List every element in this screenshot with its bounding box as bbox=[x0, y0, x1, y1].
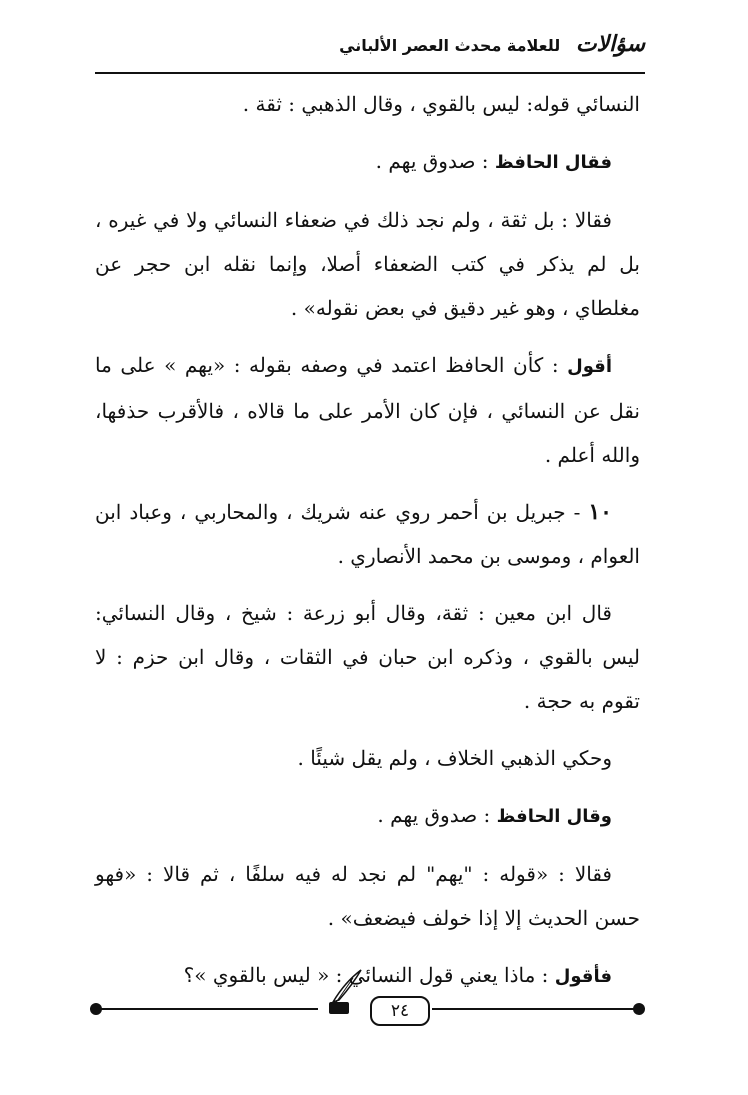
entry-number: ١٠ bbox=[588, 499, 612, 525]
paragraph-lead: فأقول bbox=[554, 966, 612, 987]
page-body bbox=[95, 82, 640, 1012]
footer-dot-right bbox=[633, 1003, 645, 1015]
paragraph-7 bbox=[95, 736, 640, 780]
paragraph-text: : صدوق يهم . bbox=[375, 149, 489, 173]
paragraph-text: وحكي الذهبي الخلاف ، ولم يقل شيئًا . bbox=[297, 746, 612, 770]
paragraph-9 bbox=[95, 852, 640, 940]
paragraph-lead: فقال الحافظ bbox=[494, 152, 612, 173]
header-rule bbox=[95, 72, 645, 74]
paragraph-2 bbox=[95, 139, 640, 185]
paragraph-8 bbox=[95, 793, 640, 839]
quill-inkwell-icon bbox=[323, 968, 363, 1016]
paragraph-text: - جبريل بن أحمر روي عنه شريك ، والمحاربي ، وعباد ابن العوام ، وموسى بن محمد الأنصاري . bbox=[95, 500, 640, 568]
paragraph-6 bbox=[95, 591, 640, 723]
footer-rule-left bbox=[98, 1008, 318, 1010]
paragraph-text: : صدوق يهم . bbox=[377, 803, 491, 827]
paragraph-3 bbox=[95, 198, 640, 330]
header-title-text: للعلامة محدث العصر الألباني bbox=[339, 36, 561, 55]
paragraph-text: : ماذا يعني قول النسائي : « ليس بالقوي »؟ bbox=[183, 963, 549, 987]
page-footer bbox=[90, 990, 645, 1030]
paragraph-text: قال ابن معين : ثقة، وقال أبو زرعة : شيخ ، وقال النسائي: ليس بالقوي ، وذكره ابن حبان في الثقات ، وقال ابن حزم : لا تقوم به حجة . bbox=[95, 601, 640, 713]
paragraph-text: فقالا : بل ثقة ، ولم نجد ذلك في ضعفاء النسائي ولا في غيره ، بل لم يذكر في كتب الضعفاء أصلا، وإنما نقله ابن حجر عن مغلطاي ، وهو غير دقيق في بعض نقوله» . bbox=[95, 208, 640, 320]
book-logo: سؤالات bbox=[575, 32, 645, 57]
running-title bbox=[339, 32, 645, 57]
page-number: ٢٤ bbox=[370, 996, 430, 1026]
paragraph-1 bbox=[95, 82, 640, 126]
paragraph-text: فقالا : «قوله : "يهم" لم نجد له فيه سلفًا ، ثم قالا : «فهو حسن الحديث إلا إذا خولف فيضعف» . bbox=[95, 862, 640, 930]
paragraph-text: : كأن الحافظ اعتمد في وصفه بقوله : «يهم » على ما نقل عن النسائي ، فإن كان الأمر على ما قالاه ، فالأقرب حذفها، والله أعلم . bbox=[95, 353, 640, 467]
page-header bbox=[95, 28, 645, 74]
paragraph-text: النسائي قوله: ليس بالقوي ، وقال الذهبي : ثقة . bbox=[242, 92, 640, 116]
paragraph-4 bbox=[95, 343, 640, 477]
footer-rule-right bbox=[432, 1008, 637, 1010]
paragraph-5 bbox=[95, 490, 640, 578]
paragraph-lead: أقول bbox=[567, 356, 613, 377]
paragraph-lead: وقال الحافظ bbox=[496, 806, 612, 827]
